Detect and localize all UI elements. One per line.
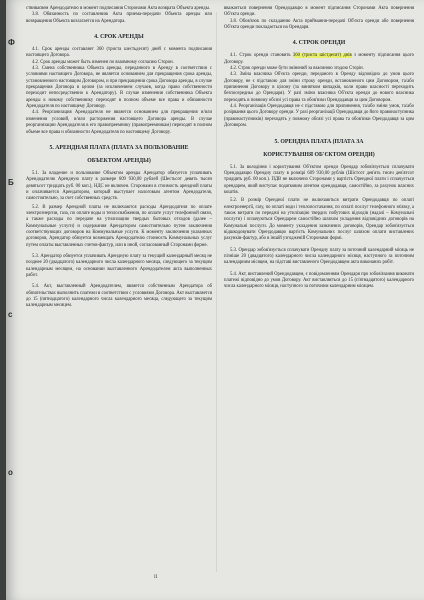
section-heading: 5. ОРЕНДНА ПЛАТА (ПЛАТА ЗА <box>274 138 364 145</box>
clause-4-3: 4.3. Смена собственника Объекта аренды, переданного в Аренду в соответствии с условиями настоящего Договора, не является основанием для прекращения срока аренды, установленного настоящим Договором, и при прекращении срока Договора аренды, в случае прекращения Договора в целом (за исключением случаев, когда право собственности переходит непосредственно к Арендатору). В случае изменения собственника Объекта аренды к новому собственнику переходят в полном объеме все права и обязанности Арендодателя по настоящему Договору. <box>26 66 212 110</box>
paragraph: 3.8. Обязанность по составлению Акта приема-передачи Объекта аренды или возвращения Объекта возлагается на Арендатора. <box>26 12 212 24</box>
margin-mark: о <box>8 468 14 477</box>
section-heading: 4. СТРОК ОРЕНДИ <box>292 40 346 47</box>
clause-text: 4.1. Строк оренди становить <box>230 53 293 59</box>
section-heading: 5. АРЕНДНАЯ ПЛАТА (ПЛАТА ЗА ПОЛЬЗОВАНИЕ <box>49 144 189 151</box>
margin-mark: Ф <box>8 38 16 47</box>
margin-mark: Б <box>8 178 15 187</box>
clause-5-4: 5.4. Акт, виставлений Орендодавцем, є повідомленням Орендаря про зобов'язання виконати платежі відповідно до умов Договору. Акт виставляється до 15 (п'ятнадцятого) календарного числа календарного місяця, наступного за поточним календарним місяцем. <box>224 271 414 290</box>
clause-5-1: 5.1. За владение и пользование Объектом аренды Арендатор обязуется уплачивать Арендодателю Арендную плату в размере 609 930,00 рублей (Шестьсот девять тысяч девятьсот тридцать руб. 00 коп.), НДС не включен. Сторонами в стоимость арендной платы и оплачивается Арендатором, который выступает налоговым агентом Арендодателя, самостоятельно, за счет собственных средств. <box>26 170 212 202</box>
clause-5-3: 5.3. Орендар зобов'язується сплачувати Орендну плату за поточний календарний місяць не пізніше 20 (двадцятого) календарного числа календарного місяця, наступного за поточним календарним місяцем, на підставі виставленого Орендодавцем акта виконаних робіт. <box>224 247 414 266</box>
clause-5-2: 5.2. В розмір Орендної плати не включаються витрати Орендодавця по оплаті електроенергії, газу, по оплаті води і теплопостачання, по оплаті послуг телефонного зв'язку, а також витрати по передачі на утилізацію твердих побутових відходів (надалі – Комунальні послуги) і оплачуються Орендарем самостійно шляхом укладення відповідних договорів на Комунальні послуги. До моменту укладення зазначених договорів, Орендар зобов'язується відшкодовувати Орендодавцю вартість Комунальних послуг шляхом оплати виставлених рахунків-фактур, або в іншій узгодженій Сторонами формі. <box>224 198 414 242</box>
clause-5-2: 5.2. В размер Арендной платы не включаются расходы Арендодателя по оплате электроэнергии, газа, по оплате воды и теплоснабжения, по оплате услуг телефонной связи, а также расходы по передаче на утилизацию твердых бытовых отходов (далее – Коммунальные услуги) и содержания Арендатором самостоятельно путем заключения соответствующих договоров на Коммунальные услуги. К моменту заключения указанных договоров, Арендатор обязуется возмещать Арендодателю стоимость Коммунальных услуг путем оплаты выставленных счетов-фактур, или в иной, согласованный Сторонами форме. <box>26 204 212 248</box>
margin-mark: с <box>8 310 14 319</box>
page-number: II <box>154 575 158 580</box>
clause-4-4: 4.4. Реорганізація Орендодавця не є підставою для припинення, та/або зміни умов, та/або розірвання цього Договору оренди. У разі реорганізації Орендодавця до його правонаступника (правонаступників) переходять у повному обсязі усі права та обов'язки Орендодавця за цим Договором. <box>224 104 414 129</box>
clause-5-3: 5.3. Арендатор обязуется уплачивать Арендную плату за текущий календарный месяц не позднее 20 (двадцатого) календарного числа календарного месяца, следующего за текущим календарным месяцем, на основании выставленного Арендодателем акта выполненных работ. <box>26 253 212 278</box>
highlighted-term: 360 (триста шістдесят) днів <box>292 53 352 59</box>
clause-4-1: 4.1. Срок аренды составляет 360 (триста шестьдесят) дней с момента подписания настоящего Договора. <box>26 47 212 59</box>
column-divider <box>216 12 217 572</box>
paragraph: вважається повернення Орендодавцю в момент підписання Сторонами Акта повернення Об'єкта оренди. <box>224 6 414 18</box>
clause-4-4: 4.4. Реорганизация Арендодателя не является основанием для прекращения и/или изменения условий, и/или расторжения настоящего Договора аренды. В случае реорганизации Арендодателя в его правопреемнику (правопреемникам) переходят в полном объеме все права и обязанности Арендодателя по настоящему Договору. <box>26 110 212 135</box>
section-heading-cont: КОРИСТУВАННЯ ОБ'ЄКТОМ ОРЕНДИ) <box>263 151 375 158</box>
clause-4-1 <box>224 53 414 66</box>
clause-5-4: 5.4. Акт, выставленный Арендодателем, является собственным Арендатора об обязательствах выполнить платежи в соответствии с условиями Договора. Акт выставляется до 15 (пятнадцатого) календарного числа календарного месяца, следующего за текущим календарным месяцем. <box>26 284 212 309</box>
clause-4-3: 4.3. Зміна власника Об'єкта оренди, переданого в Оренду відповідно до умов цього Договору, не є підставою для зміни строку оренди, встановленого цим Договором, та/або припинення Договору в цілому (за винятком випадків, коли право власності переходить безпосередньо до Орендаря). У разі зміни власника Об'єкта оренди до нового власника переходять в повному обсязі усі права та обов'язки Орендодавця за цим Договором. <box>224 72 414 103</box>
section-heading-cont: ОБЪЕКТОМ АРЕНДЫ) <box>87 157 151 164</box>
clause-4-2: 4.2. Срок аренды может быть изменен по взаимному согласию Сторон. <box>32 59 174 65</box>
paragraph: 3.8. Обов'язок по складанню Акта приймання-передачі Об'єкта оренди або повернення Об'єкта оренди покладається на Орендаря. <box>224 18 414 31</box>
section-heading: 4. СРОК АРЕНДЫ <box>94 34 144 41</box>
clause-4-2: 4.2. Строк оренди може бути змінений за взаємною згодою Сторін. <box>230 66 364 72</box>
document-page <box>6 0 424 600</box>
ukrainian-column <box>224 6 414 291</box>
clause-5-1: 5.1. За володіння і користування Об'єктом оренди Орендар зобов'язується сплачувати Орендодавцю Орендну плату в розмірі 609 930,00 рублів (Шістсот дев'ять тисяч дев'ятсот тридцять руб. 00 коп.). ПДВ не включено Сторонами у вартість Орендної плати і сплачується орендарем, який виступає податковим агентом орендодавця, самостійно, за рахунок власних коштів. <box>224 164 414 195</box>
clause-text: з моменту підписання цього Договору. <box>224 53 414 65</box>
paragraph: ствнвасвем Арендодателю в момент подписания Сторонами Акта возврата Объекта аренды. <box>26 6 211 11</box>
russian-column <box>26 6 212 310</box>
